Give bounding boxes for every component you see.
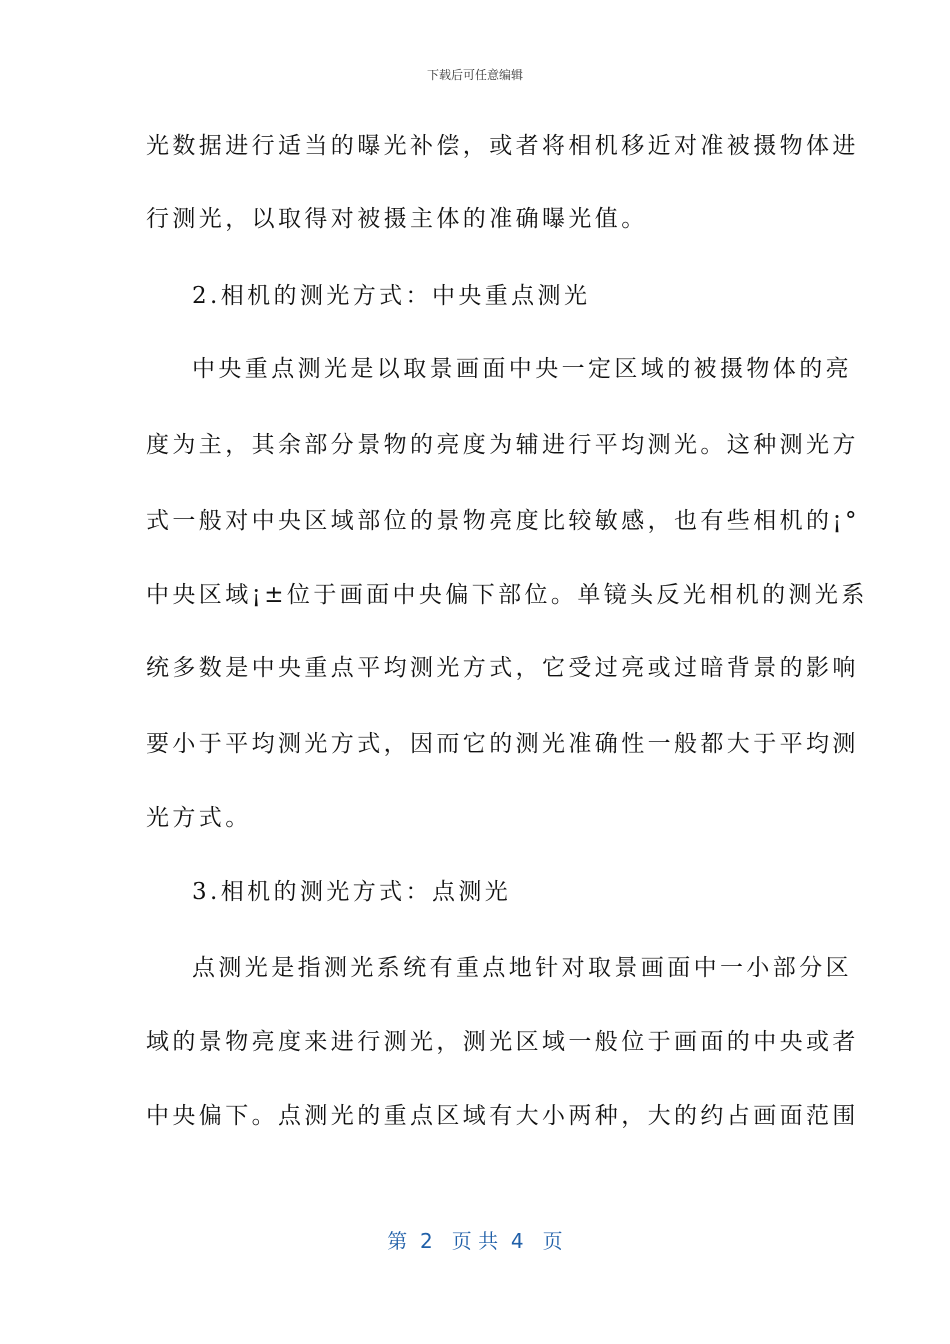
paragraph-first-line: 中央重点测光是以取景画面中央一定区域的被摄物体的亮 (192, 356, 852, 382)
body-line: 行测光，以取得对被摄主体的准确曝光值。 (146, 206, 648, 232)
paragraph-first-line: 点测光是指测光系统有重点地针对取景画面中一小部分区 (192, 955, 852, 981)
section-heading: 3.相机的测光方式：点测光 (192, 879, 512, 905)
page-header: 下载后可任意编辑 (426, 68, 523, 82)
body-line: 中央偏下。点测光的重点区域有大小两种，大的约占画面范围 (146, 1103, 859, 1129)
page-footer: 第 2 页 共 4 页 (387, 1229, 563, 1253)
body-line: 中央区域¡±位于画面中央偏下部位。单镜头反光相机的测光系 (146, 582, 868, 608)
body-line: 度为主，其余部分景物的亮度为辅进行平均测光。这种测光方 (146, 432, 859, 458)
body-line: 域的景物亮度来进行测光，测光区域一般位于画面的中央或者 (146, 1029, 859, 1055)
body-line: 统多数是中央重点平均测光方式，它受过亮或过暗背景的影响 (146, 655, 859, 681)
body-line: 光方式。 (146, 805, 252, 831)
body-line: 要小于平均测光方式，因而它的测光准确性一般都大于平均测 (146, 731, 859, 757)
section-heading: 2.相机的测光方式：中央重点测光 (192, 283, 591, 309)
body-line: 式一般对中央区域部位的景物亮度比较敏感，也有些相机的¡° (146, 508, 860, 534)
body-line: 光数据进行适当的曝光补偿，或者将相机移近对准被摄物体进 (146, 133, 859, 159)
